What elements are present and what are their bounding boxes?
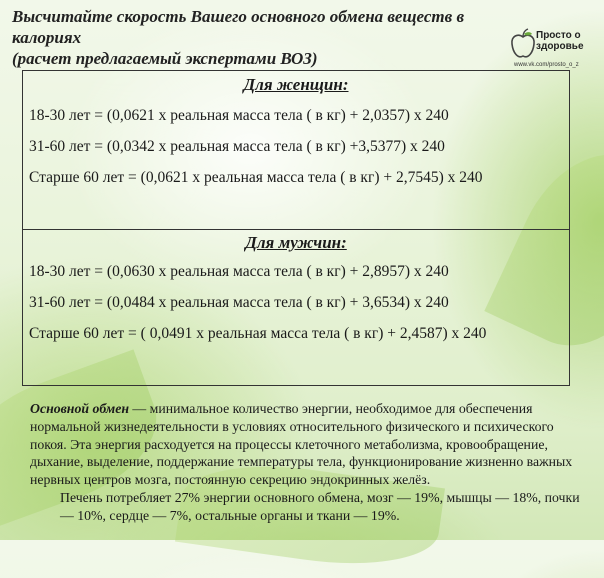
men-section-title: Для мужчин: <box>245 233 347 252</box>
section-divider <box>23 229 569 230</box>
description-term: Основной обмен <box>30 401 129 416</box>
women-formula-18-30: 18-30 лет = (0,0621 х реальная масса тела ( в кг) + 2,0357) х 240 <box>29 107 449 124</box>
women-formula-31-60: 31-60 лет = (0,0342 х реальная масса тела ( в кг) +3,5377) х 240 <box>29 138 445 155</box>
logo-url: www.vk.com/prosto_o_z <box>514 62 579 68</box>
men-formula-over-60: Старше 60 лет = ( 0,0491 х реальная масса тела ( в кг) + 2,4587) х 240 <box>29 325 487 342</box>
logo-line-2: здоровье <box>536 41 584 52</box>
title-line-1: Высчитайте скорость Вашего основного обмена веществ в калориях <box>12 7 465 47</box>
men-formula-31-60: 31-60 лет = (0,0484 х реальная масса тела ( в кг) + 3,6534) х 240 <box>29 294 449 311</box>
page-title <box>12 6 512 69</box>
description-text: — минимальное количество энергии, необходимое для обеспечения нормальной жизнедеятельности в условиях относительного физического и психического покоя. Эта энергия расходуется на процессы клеточного метаболизма, кровообращение, дыхание, выделение, поддержание температуры тела, функционирование жизненно важных нервных центров мозга, постоянную секрецию эндокринных желёз. <box>30 401 573 488</box>
title-line-2: (расчет предлагаемый экспертами ВОЗ) <box>12 49 318 68</box>
apple-icon <box>510 28 536 60</box>
formula-table <box>22 70 570 386</box>
description-paragraph <box>12 400 592 489</box>
energy-distribution: Печень потребляет 27% энергии основного обмена, мозг — 19%, мышцы — 18%, почки — 10%, сердце — 7%, остальные органы и ткани — 19%. <box>60 489 580 523</box>
men-formula-18-30: 18-30 лет = (0,0630 х реальная масса тела ( в кг) + 2,8957) х 240 <box>29 263 449 280</box>
description <box>12 400 592 525</box>
women-formula-over-60: Старше 60 лет = (0,0621 х реальная масса тела ( в кг) + 2,7545) х 240 <box>29 169 483 186</box>
logo-text <box>536 30 584 52</box>
women-section-title: Для женщин: <box>243 75 349 94</box>
logo-line-1: Просто о <box>536 30 581 41</box>
